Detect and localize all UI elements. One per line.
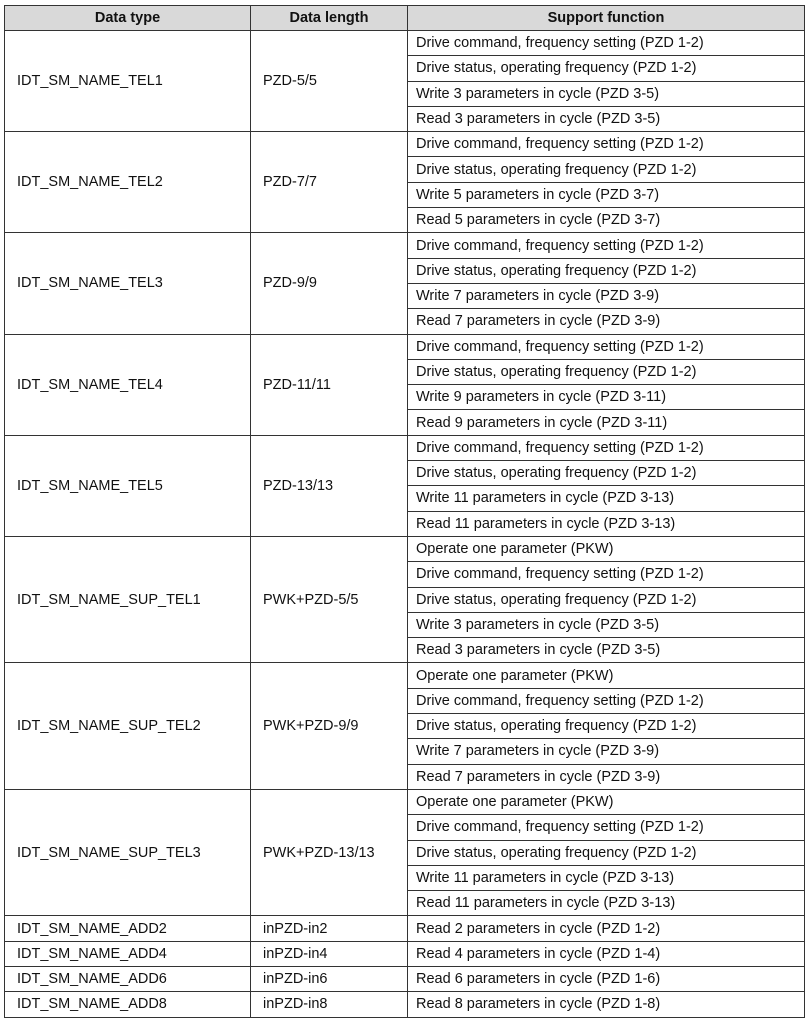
data-type-cell: IDT_SM_NAME_TEL1 bbox=[5, 31, 251, 132]
support-function-cell: Read 3 parameters in cycle (PZD 3-5) bbox=[408, 106, 805, 131]
header-data-type: Data type bbox=[5, 6, 251, 31]
support-function-cell: Drive status, operating frequency (PZD 1-2) bbox=[408, 587, 805, 612]
support-function-cell: Write 7 parameters in cycle (PZD 3-9) bbox=[408, 283, 805, 308]
support-function-cell: Drive command, frequency setting (PZD 1-2) bbox=[408, 688, 805, 713]
data-length-cell: PZD-11/11 bbox=[251, 334, 408, 435]
support-function-cell: Drive status, operating frequency (PZD 1-2) bbox=[408, 359, 805, 384]
support-function-cell: Read 4 parameters in cycle (PZD 1-4) bbox=[408, 941, 805, 966]
support-function-cell: Drive command, frequency setting (PZD 1-2) bbox=[408, 334, 805, 359]
support-function-cell: Read 8 parameters in cycle (PZD 1-8) bbox=[408, 992, 805, 1017]
table-row bbox=[5, 132, 805, 157]
data-type-cell: IDT_SM_NAME_ADD4 bbox=[5, 941, 251, 966]
data-length-cell: PWK+PZD-5/5 bbox=[251, 536, 408, 662]
support-function-cell: Read 11 parameters in cycle (PZD 3-13) bbox=[408, 511, 805, 536]
support-function-cell: Write 9 parameters in cycle (PZD 3-11) bbox=[408, 385, 805, 410]
support-function-cell: Read 6 parameters in cycle (PZD 1-6) bbox=[408, 966, 805, 991]
data-type-cell: IDT_SM_NAME_TEL2 bbox=[5, 132, 251, 233]
support-function-cell: Read 7 parameters in cycle (PZD 3-9) bbox=[408, 764, 805, 789]
support-function-cell: Operate one parameter (PKW) bbox=[408, 663, 805, 688]
table-row bbox=[5, 233, 805, 258]
data-length-cell: PZD-13/13 bbox=[251, 435, 408, 536]
data-type-cell: IDT_SM_NAME_ADD6 bbox=[5, 966, 251, 991]
support-function-cell: Drive command, frequency setting (PZD 1-2) bbox=[408, 815, 805, 840]
data-type-cell: IDT_SM_NAME_SUP_TEL2 bbox=[5, 663, 251, 789]
table-row bbox=[5, 916, 805, 941]
data-length-cell: PZD-5/5 bbox=[251, 31, 408, 132]
support-function-cell: Write 7 parameters in cycle (PZD 3-9) bbox=[408, 739, 805, 764]
table-row bbox=[5, 941, 805, 966]
support-function-cell: Drive command, frequency setting (PZD 1-2) bbox=[408, 233, 805, 258]
table-row bbox=[5, 992, 805, 1017]
support-function-cell: Read 2 parameters in cycle (PZD 1-2) bbox=[408, 916, 805, 941]
support-function-cell: Drive status, operating frequency (PZD 1-2) bbox=[408, 157, 805, 182]
support-function-cell: Drive command, frequency setting (PZD 1-2) bbox=[408, 435, 805, 460]
table-row bbox=[5, 435, 805, 460]
data-type-cell: IDT_SM_NAME_SUP_TEL3 bbox=[5, 789, 251, 915]
support-function-cell: Drive status, operating frequency (PZD 1-2) bbox=[408, 258, 805, 283]
support-function-cell: Operate one parameter (PKW) bbox=[408, 536, 805, 561]
data-type-cell: IDT_SM_NAME_TEL3 bbox=[5, 233, 251, 334]
table-row bbox=[5, 789, 805, 814]
data-length-cell: inPZD-in4 bbox=[251, 941, 408, 966]
support-function-cell: Drive status, operating frequency (PZD 1-2) bbox=[408, 461, 805, 486]
table-body bbox=[5, 31, 805, 1018]
data-type-cell: IDT_SM_NAME_SUP_TEL1 bbox=[5, 536, 251, 662]
support-function-cell: Drive command, frequency setting (PZD 1-2) bbox=[408, 132, 805, 157]
support-function-cell: Drive status, operating frequency (PZD 1-2) bbox=[408, 840, 805, 865]
support-function-cell: Write 11 parameters in cycle (PZD 3-13) bbox=[408, 865, 805, 890]
support-function-cell: Read 7 parameters in cycle (PZD 3-9) bbox=[408, 309, 805, 334]
data-length-cell: inPZD-in8 bbox=[251, 992, 408, 1017]
table-row bbox=[5, 663, 805, 688]
data-type-cell: IDT_SM_NAME_ADD8 bbox=[5, 992, 251, 1017]
support-function-cell: Drive status, operating frequency (PZD 1-2) bbox=[408, 714, 805, 739]
support-function-cell: Write 3 parameters in cycle (PZD 3-5) bbox=[408, 612, 805, 637]
support-function-cell: Write 3 parameters in cycle (PZD 3-5) bbox=[408, 81, 805, 106]
support-function-cell: Write 5 parameters in cycle (PZD 3-7) bbox=[408, 182, 805, 207]
data-length-cell: PZD-9/9 bbox=[251, 233, 408, 334]
support-function-cell: Read 9 parameters in cycle (PZD 3-11) bbox=[408, 410, 805, 435]
header-support-function: Support function bbox=[408, 6, 805, 31]
data-type-cell: IDT_SM_NAME_TEL5 bbox=[5, 435, 251, 536]
table-row bbox=[5, 31, 805, 56]
support-function-cell: Write 11 parameters in cycle (PZD 3-13) bbox=[408, 486, 805, 511]
table-row bbox=[5, 334, 805, 359]
data-length-cell: PWK+PZD-13/13 bbox=[251, 789, 408, 915]
table-row bbox=[5, 966, 805, 991]
support-function-cell: Read 3 parameters in cycle (PZD 3-5) bbox=[408, 638, 805, 663]
table-row bbox=[5, 536, 805, 561]
telegram-data-type-table bbox=[4, 5, 805, 1018]
support-function-cell: Read 11 parameters in cycle (PZD 3-13) bbox=[408, 891, 805, 916]
data-length-cell: inPZD-in6 bbox=[251, 966, 408, 991]
support-function-cell: Drive command, frequency setting (PZD 1-2) bbox=[408, 562, 805, 587]
support-function-cell: Drive command, frequency setting (PZD 1-2) bbox=[408, 31, 805, 56]
support-function-cell: Drive status, operating frequency (PZD 1-2) bbox=[408, 56, 805, 81]
support-function-cell: Operate one parameter (PKW) bbox=[408, 789, 805, 814]
support-function-cell: Read 5 parameters in cycle (PZD 3-7) bbox=[408, 208, 805, 233]
data-length-cell: PZD-7/7 bbox=[251, 132, 408, 233]
data-type-cell: IDT_SM_NAME_TEL4 bbox=[5, 334, 251, 435]
data-length-cell: inPZD-in2 bbox=[251, 916, 408, 941]
table-header-row bbox=[5, 6, 805, 31]
header-data-length: Data length bbox=[251, 6, 408, 31]
data-length-cell: PWK+PZD-9/9 bbox=[251, 663, 408, 789]
data-type-cell: IDT_SM_NAME_ADD2 bbox=[5, 916, 251, 941]
